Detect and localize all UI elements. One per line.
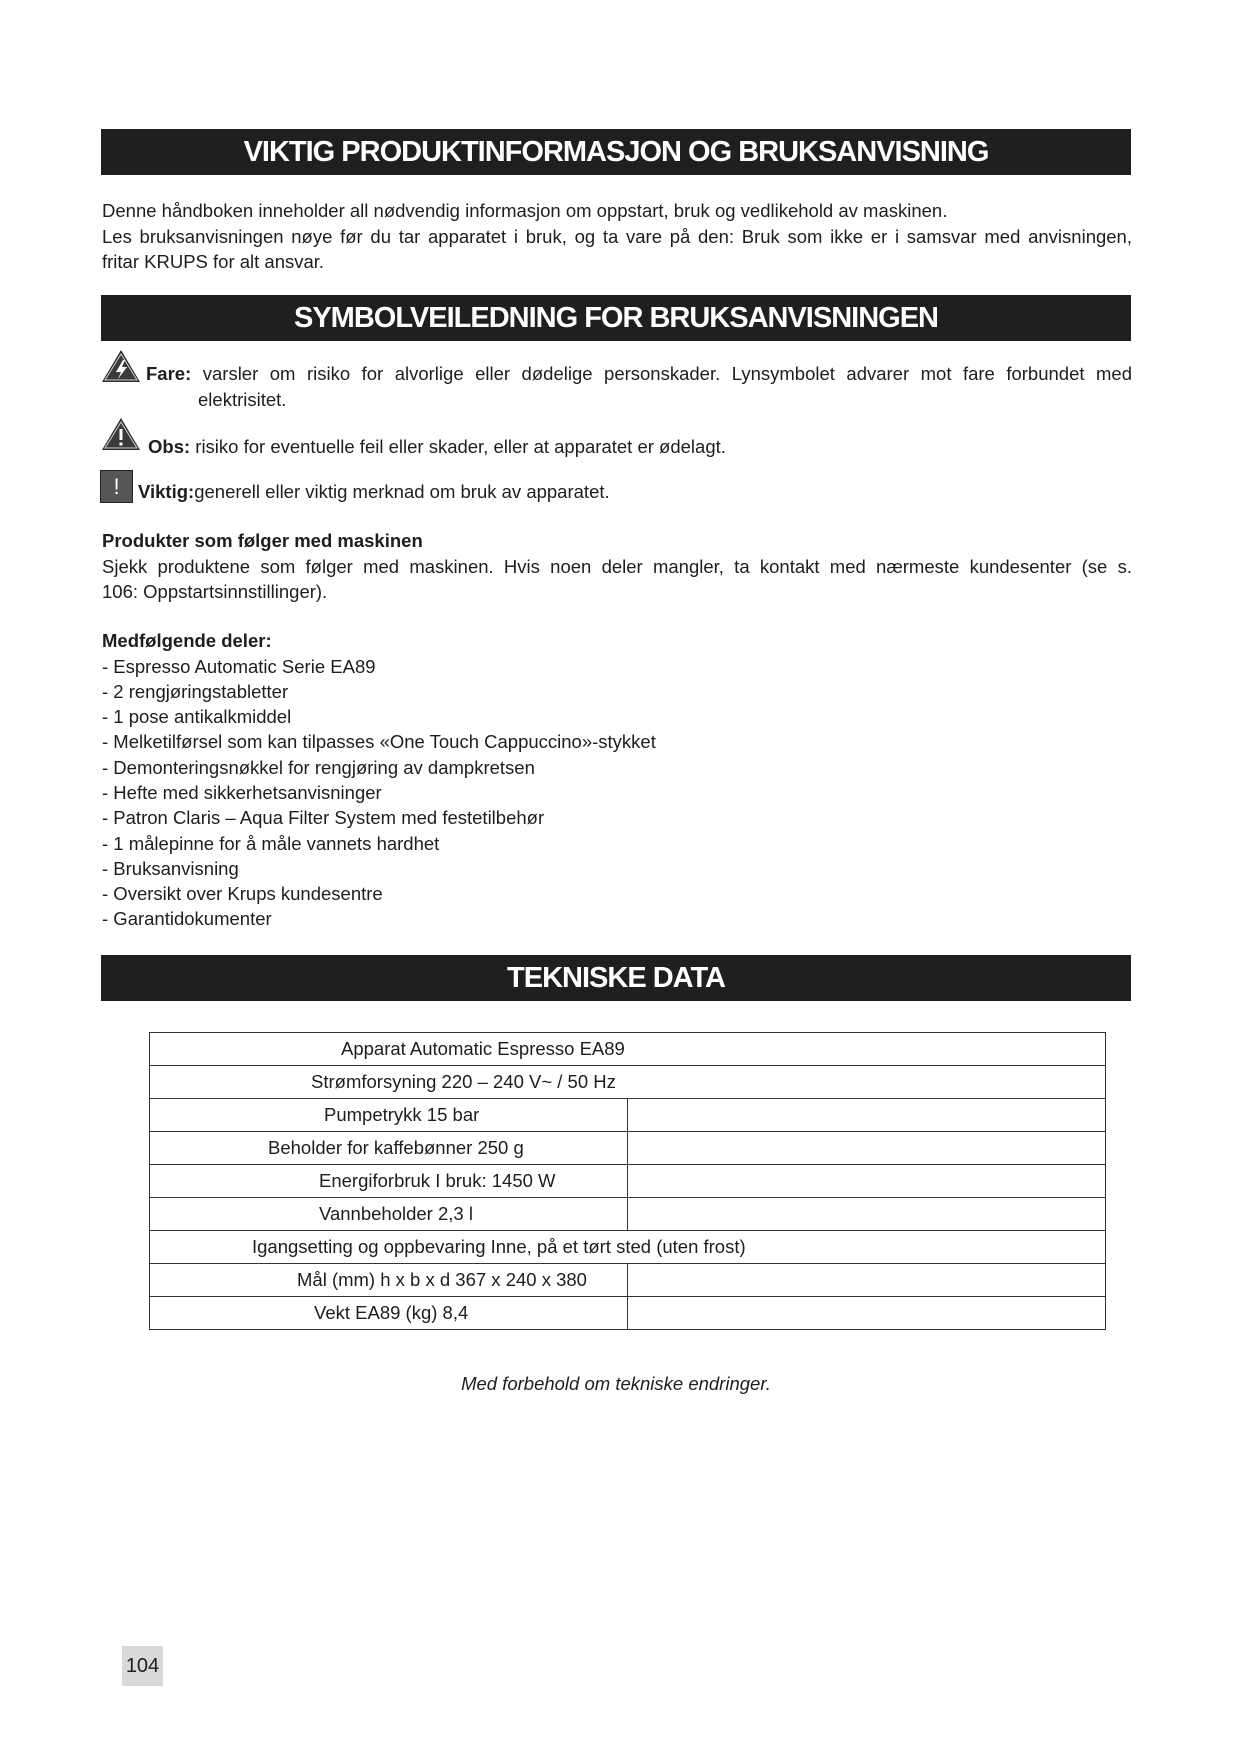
section-heading-product-info: VIKTIG PRODUKTINFORMASJON OG BRUKSANVISNING — [101, 129, 1131, 175]
intro-line: Denne håndboken inneholder all nødvendig informasjon om oppstart, bruk og vedlikehold av maskinen. — [102, 200, 948, 221]
section-heading-technical-data: TEKNISKE DATA — [101, 955, 1131, 1001]
list-item: - Hefte med sikkerhetsanvisninger — [102, 781, 382, 803]
table-row — [150, 1198, 1106, 1231]
danger-text-continued: elektrisitet. — [198, 389, 287, 410]
danger-label: Fare: — [146, 363, 192, 384]
parts-section — [102, 628, 1132, 932]
table-cell: Vannbeholder 2,3 l — [319, 1203, 473, 1224]
important-text: generell eller viktig merknad om bruk av apparatet. — [194, 481, 610, 502]
technical-data-table — [149, 1032, 1106, 1330]
table-row — [150, 1033, 1106, 1066]
technical-note: Med forbehold om tekniske endringer. — [461, 1373, 771, 1394]
intro-paragraph — [102, 198, 1132, 275]
page-number: 104 — [122, 1646, 163, 1686]
table-row — [150, 1132, 1106, 1165]
parts-heading: Medfølgende deler: — [102, 630, 272, 651]
table-row — [150, 1066, 1106, 1099]
table-cell: Vekt EA89 (kg) 8,4 — [314, 1302, 469, 1323]
parts-list — [102, 654, 1132, 932]
caution-text: risiko for eventuelle feil eller skader, eller at apparatet er ødelagt. — [195, 436, 726, 457]
list-item: - Melketilførsel som kan tilpasses «One Touch Cappuccino»-stykket — [102, 731, 656, 753]
danger-text: varsler om risiko for alvorlige eller dødelige personskader. Lynsymbolet advarer mot fare forbundet med — [202, 363, 1132, 384]
intro-line: Les bruksanvisningen nøye før du tar apparatet i bruk, og ta vare på den: Bruk som ikke er i samsvar med anvisningen, — [102, 225, 1132, 247]
table-row — [150, 1264, 1106, 1297]
list-item: - 1 pose antikalkmiddel — [102, 706, 292, 728]
symbol-caution-row — [100, 416, 1132, 456]
list-item: - Demonteringsnøkkel for rengjøring av dampkretsen — [102, 756, 535, 778]
products-section — [102, 528, 1132, 605]
important-label: Viktig: — [138, 481, 195, 502]
table-cell: Beholder for kaffebønner 250 g — [268, 1137, 524, 1158]
products-heading: Produkter som følger med maskinen — [102, 530, 423, 551]
list-item: - Patron Claris – Aqua Filter System med festetilbehør — [102, 807, 545, 829]
table-row — [150, 1231, 1106, 1264]
section-heading-symbols: SYMBOLVEILEDNING FOR BRUKSANVISNINGEN — [101, 295, 1131, 341]
products-line: Sjekk produktene som følger med maskinen. Hvis noen deler mangler, ta kontakt med nærmeste kundesenter (se s. — [102, 555, 1132, 577]
table-row — [150, 1165, 1106, 1198]
caution-label: Obs: — [148, 436, 191, 457]
lightning-warning-icon — [100, 348, 142, 384]
table-row — [150, 1297, 1106, 1330]
table-cell: Apparat Automatic Espresso EA89 — [341, 1038, 625, 1059]
products-line: 106: Oppstartsinnstillinger). — [102, 581, 328, 602]
table-cell: Energiforbruk I bruk: 1450 W — [319, 1170, 556, 1191]
list-item: - Garantidokumenter — [102, 908, 272, 930]
table-cell: Strømforsyning 220 – 240 V~ / 50 Hz — [311, 1071, 616, 1092]
symbol-important-row — [100, 470, 1132, 506]
intro-line: fritar KRUPS for alt ansvar. — [102, 251, 325, 272]
important-notice-icon: ! — [100, 470, 133, 503]
list-item: - Bruksanvisning — [102, 857, 239, 879]
exclamation-warning-icon — [100, 416, 142, 452]
table-cell: Pumpetrykk 15 bar — [324, 1104, 480, 1125]
table-row — [150, 1099, 1106, 1132]
symbol-danger-row — [100, 348, 1132, 408]
list-item: - Oversikt over Krups kundesentre — [102, 883, 383, 905]
table-cell: Mål (mm) h x b x d 367 x 240 x 380 — [297, 1269, 587, 1290]
list-item: - Espresso Automatic Serie EA89 — [102, 655, 376, 677]
table-cell: Igangsetting og oppbevaring Inne, på et tørt sted (uten frost) — [252, 1236, 746, 1257]
list-item: - 2 rengjøringstabletter — [102, 680, 289, 702]
list-item: - 1 målepinne for å måle vannets hardhet — [102, 832, 440, 854]
